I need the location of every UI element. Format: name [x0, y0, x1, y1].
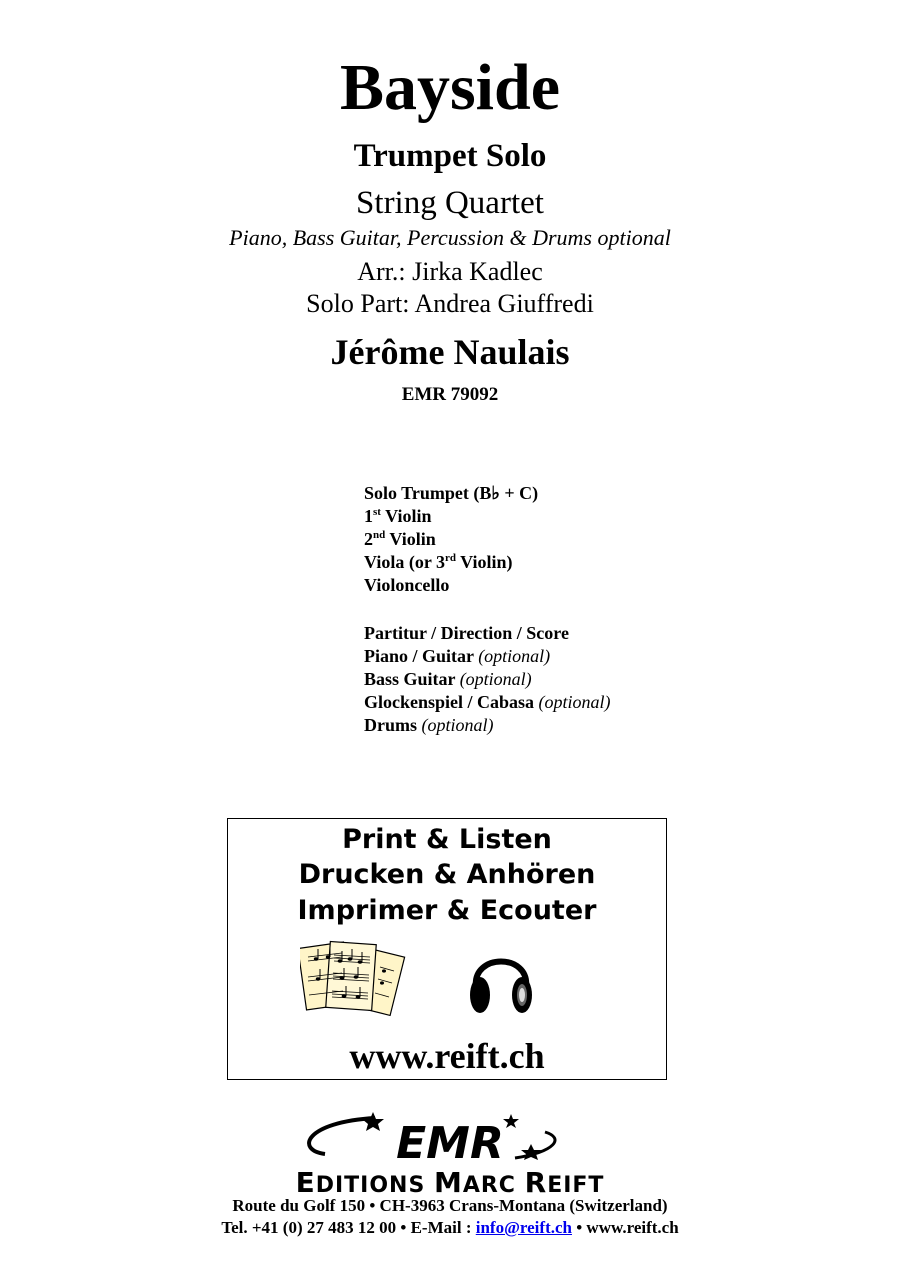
promo-line-german: Drucken & Anhören: [298, 859, 596, 890]
wordmark-m: M: [433, 1166, 463, 1199]
emr-logo-text: EMR: [396, 1118, 504, 1169]
publisher-contact: [0, 1218, 900, 1238]
part-violin-1-label: Violin: [380, 506, 432, 526]
part-viola-sup: rd: [445, 552, 456, 564]
email-link[interactable]: info@reift.ch: [475, 1218, 572, 1237]
wordmark-part-1: DITIONS: [315, 1173, 434, 1198]
catalog-number: EMR 79092: [401, 384, 499, 405]
part-violin-1: [364, 505, 611, 528]
print-listen-box: [227, 818, 667, 1080]
publisher-wordmark: [255, 1166, 645, 1199]
part-piano-guitar: [364, 645, 611, 668]
part-viola: [364, 551, 611, 574]
part-solo-trumpet: Solo Trumpet (B♭ + C): [364, 483, 539, 503]
part-drums: [364, 714, 611, 737]
solo-part-credit: Solo Part: Andrea Giuffredi: [306, 289, 594, 318]
parts-list: [364, 482, 611, 737]
part-viola-pre: Viola (or 3: [364, 552, 445, 572]
promo-url[interactable]: www.reift.ch: [349, 1036, 545, 1076]
optional-note: (optional): [421, 715, 494, 735]
wordmark-r: R: [524, 1166, 548, 1199]
part-violin-2-sup: nd: [373, 529, 386, 541]
part-violin-1-num: 1: [364, 506, 373, 526]
part-violin-2-num: 2: [364, 529, 373, 549]
wordmark-part-2: ARC: [462, 1173, 525, 1198]
wordmark-part-3: EIFT: [547, 1173, 605, 1198]
contact-web: • www.reift.ch: [571, 1218, 679, 1237]
part-bass-label: Bass Guitar: [364, 669, 456, 689]
ensemble: String Quartet: [356, 185, 544, 221]
composer: Jérôme Naulais: [330, 332, 570, 372]
part-drums-label: Drums: [364, 715, 417, 735]
optional-note: (optional): [478, 646, 551, 666]
part-viola-post: Violin): [456, 552, 513, 572]
solo-instrument: Trumpet Solo: [353, 138, 547, 174]
parts-spacer: [364, 597, 611, 622]
contact-phone: Tel. +41 (0) 27 483 12 00 • E-Mail :: [221, 1218, 476, 1237]
part-piano-label: Piano / Guitar: [364, 646, 474, 666]
part-glockenspiel-cabasa: [364, 691, 611, 714]
sheet-music-icon: [300, 937, 412, 1027]
part-glock-label: Glockenspiel / Cabasa: [364, 692, 535, 712]
publisher-address: Route du Golf 150 • CH-3963 Crans-Montana (Switzerland): [232, 1196, 668, 1215]
promo-line-english: Print & Listen: [342, 824, 552, 855]
part-violin-1-sup: st: [373, 506, 381, 518]
arranger: Arr.: Jirka Kadlec: [357, 257, 543, 286]
emr-logo-mark: [255, 1108, 645, 1172]
optional-note: (optional): [459, 669, 532, 689]
optional-instruments: Piano, Bass Guitar, Percussion & Drums optional: [229, 225, 671, 250]
part-violin-2: [364, 528, 611, 551]
part-violin-2-label: Violin: [385, 529, 436, 549]
page-title: Bayside: [339, 51, 561, 124]
optional-note: (optional): [538, 692, 611, 712]
wordmark-e: E: [295, 1166, 316, 1199]
promo-line-french: Imprimer & Ecouter: [297, 895, 597, 926]
part-bass-guitar: [364, 668, 611, 691]
publisher-logo: [255, 1108, 645, 1199]
part-score: Partitur / Direction / Score: [364, 623, 569, 643]
headphones-icon: [466, 943, 536, 1019]
part-violoncello: Violoncello: [364, 575, 450, 595]
